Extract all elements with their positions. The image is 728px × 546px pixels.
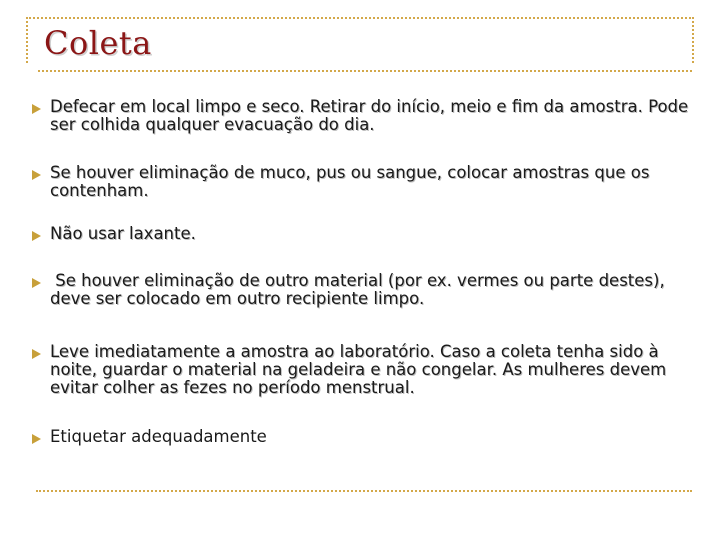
frame-bottom-line [36,490,692,492]
bullet-arrow-icon [32,231,41,241]
bullet-arrow-icon [32,104,41,114]
bullet-text: Não usar laxante. [50,224,196,243]
frame-left-line [26,17,28,63]
frame-top-line [26,17,694,19]
bullet-arrow-icon [32,170,41,180]
bullet-text: Leve imediatamente a amostra ao laboratório. Caso a coleta tenha sido à noite, guardar o material na geladeira e não congelar. As mulheres devem evitar colher as fezes no período menstrual. [50,342,672,397]
bullet-arrow-icon [32,278,41,288]
bullet-arrow-icon [32,349,41,359]
bullet-arrow-icon [32,434,41,444]
bullet-text: Defecar em local limpo e seco. Retirar do início, meio e fim da amostra. Pode ser colhida qualquer evacuação do dia. [50,97,694,134]
frame-right-line [692,17,694,63]
title-underline [38,70,692,72]
slide-title: Coleta [44,24,152,62]
bullet-text: Se houver eliminação de muco, pus ou sangue, colocar amostras que os contenham. [50,163,655,200]
bullet-text: Se houver eliminação de outro material (por ex. vermes ou parte destes), deve ser colocado em outro recipiente limpo. [50,271,670,308]
bullet-text: Etiquetar adequadamente [50,427,267,446]
